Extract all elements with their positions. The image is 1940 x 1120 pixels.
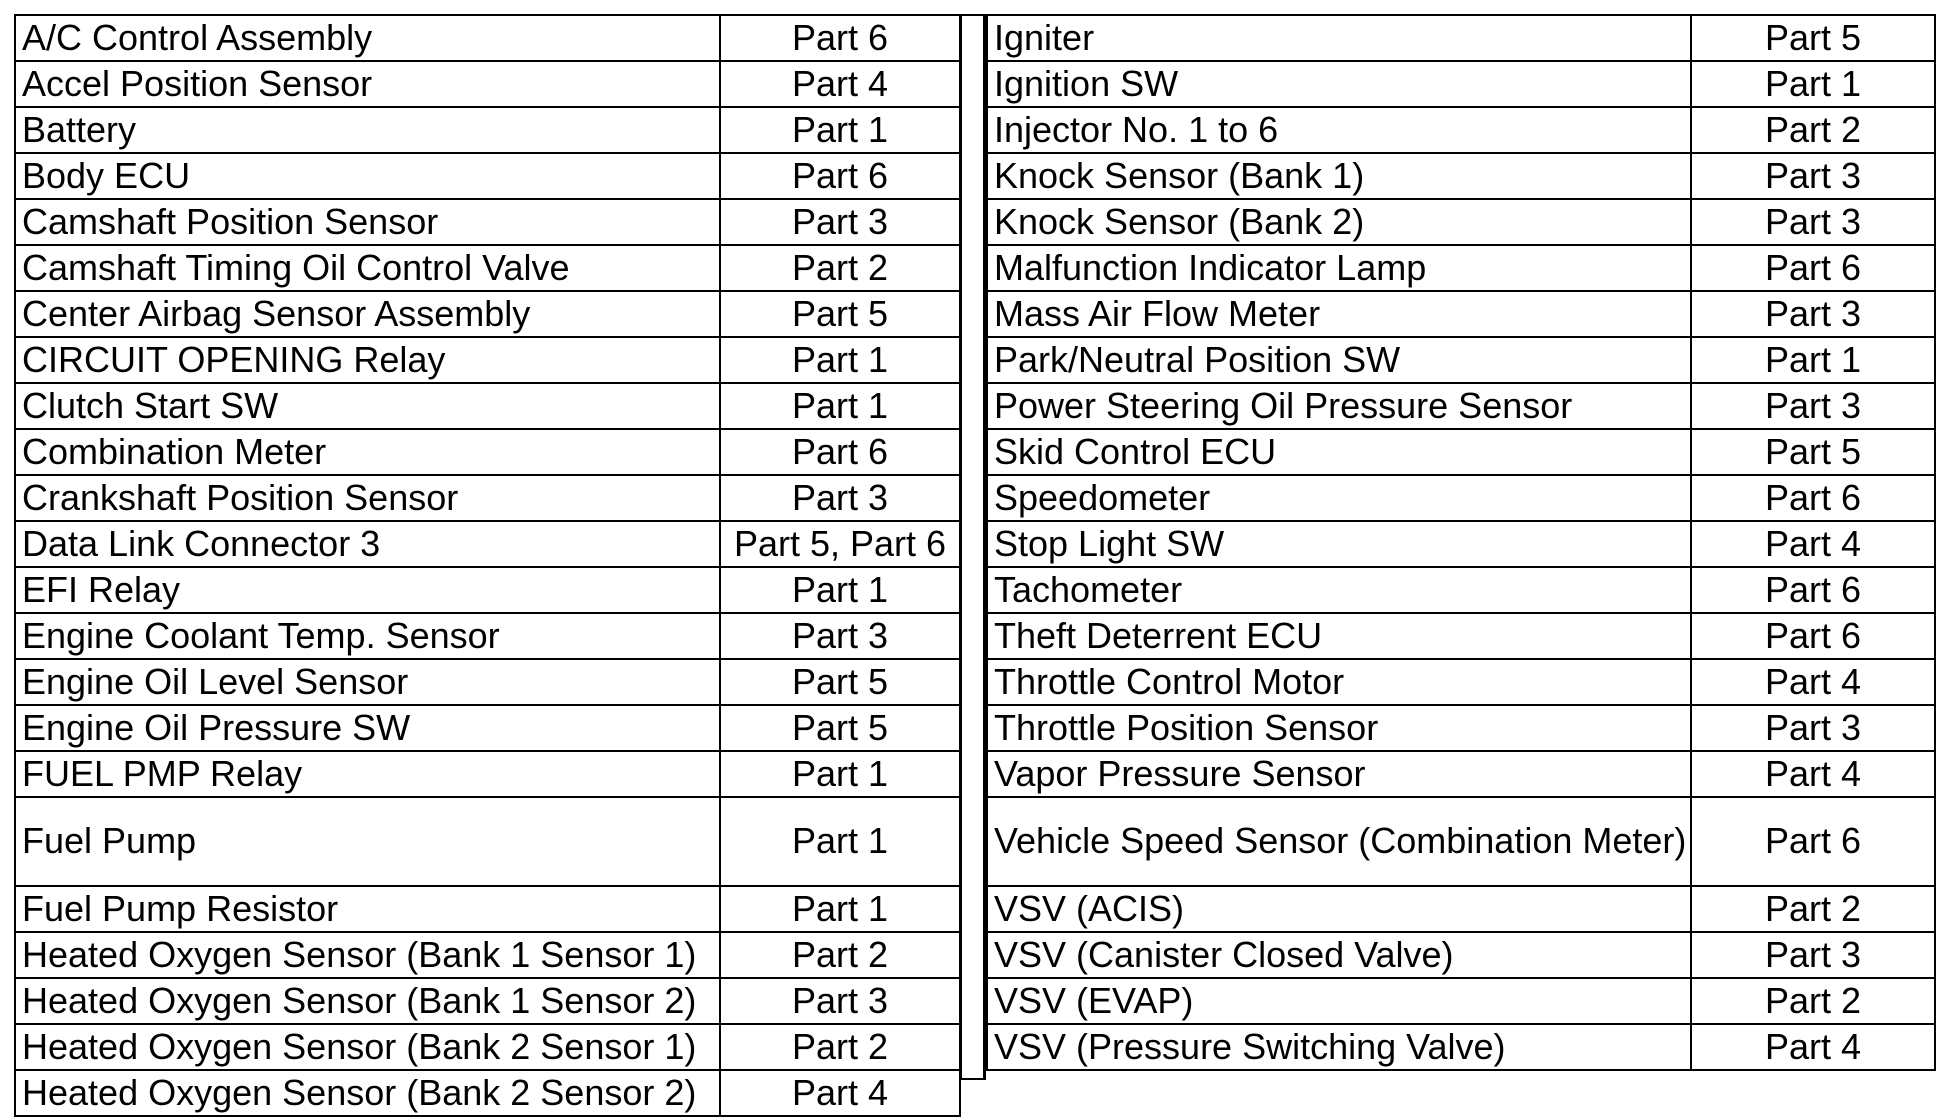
part-reference: Part 6: [1691, 567, 1935, 613]
right-component-table: [986, 14, 1936, 1071]
table-row: [987, 613, 1935, 659]
table-row: [987, 521, 1935, 567]
component-name: VSV (Pressure Switching Valve): [987, 1024, 1691, 1070]
part-reference: Part 2: [1691, 886, 1935, 932]
component-name: Combination Meter: [15, 429, 720, 475]
part-reference: Part 4: [1691, 521, 1935, 567]
component-name: Ignition SW: [987, 61, 1691, 107]
part-reference: Part 3: [1691, 199, 1935, 245]
part-reference: Part 2: [720, 932, 960, 978]
part-reference: Part 5: [720, 705, 960, 751]
component-name: Injector No. 1 to 6: [987, 107, 1691, 153]
part-reference: Part 6: [1691, 613, 1935, 659]
component-name: VSV (Canister Closed Valve): [987, 932, 1691, 978]
component-name: Park/Neutral Position SW: [987, 337, 1691, 383]
part-reference: Part 3: [1691, 153, 1935, 199]
table-row: [15, 567, 960, 613]
component-name: Tachometer: [987, 567, 1691, 613]
part-reference: Part 3: [1691, 932, 1935, 978]
part-reference: Part 4: [1691, 751, 1935, 797]
table-row: [15, 932, 960, 978]
table-row: [987, 337, 1935, 383]
part-reference: Part 1: [720, 751, 960, 797]
table-row: [987, 1024, 1935, 1070]
component-name: Vehicle Speed Sensor (Combination Meter): [987, 797, 1691, 886]
component-name: Knock Sensor (Bank 1): [987, 153, 1691, 199]
table-row: [15, 613, 960, 659]
part-reference: Part 2: [720, 245, 960, 291]
table-row: [987, 429, 1935, 475]
component-name: Power Steering Oil Pressure Sensor: [987, 383, 1691, 429]
part-reference: Part 1: [1691, 337, 1935, 383]
part-reference: Part 4: [720, 61, 960, 107]
table-row: [15, 383, 960, 429]
part-reference: Part 4: [1691, 659, 1935, 705]
component-name: Mass Air Flow Meter: [987, 291, 1691, 337]
part-reference: Part 2: [1691, 978, 1935, 1024]
table-row: [987, 153, 1935, 199]
table-row: [987, 61, 1935, 107]
component-name: Knock Sensor (Bank 2): [987, 199, 1691, 245]
component-name: Heated Oxygen Sensor (Bank 2 Sensor 1): [15, 1024, 720, 1070]
component-name: A/C Control Assembly: [15, 15, 720, 61]
part-reference: Part 5: [1691, 15, 1935, 61]
component-name: Fuel Pump: [15, 797, 720, 886]
component-name: CIRCUIT OPENING Relay: [15, 337, 720, 383]
component-name: Throttle Control Motor: [987, 659, 1691, 705]
table-row: [987, 751, 1935, 797]
table-row: [987, 705, 1935, 751]
component-name: Crankshaft Position Sensor: [15, 475, 720, 521]
table-row: [15, 475, 960, 521]
component-name: Fuel Pump Resistor: [15, 886, 720, 932]
component-name: Skid Control ECU: [987, 429, 1691, 475]
component-name: Speedometer: [987, 475, 1691, 521]
component-name: Data Link Connector 3: [15, 521, 720, 567]
table-row: [987, 932, 1935, 978]
part-reference: Part 3: [720, 978, 960, 1024]
table-row: [15, 797, 960, 886]
component-name: Engine Oil Pressure SW: [15, 705, 720, 751]
part-reference: Part 1: [720, 797, 960, 886]
part-reference: Part 5: [1691, 429, 1935, 475]
component-name: Engine Coolant Temp. Sensor: [15, 613, 720, 659]
component-name: Accel Position Sensor: [15, 61, 720, 107]
part-reference: Part 3: [1691, 705, 1935, 751]
component-name: Engine Oil Level Sensor: [15, 659, 720, 705]
component-name: Heated Oxygen Sensor (Bank 2 Sensor 2): [15, 1070, 720, 1116]
table-row: [987, 107, 1935, 153]
table-row: [987, 383, 1935, 429]
component-name: Heated Oxygen Sensor (Bank 1 Sensor 2): [15, 978, 720, 1024]
table-row: [15, 1070, 960, 1116]
table-row: [987, 475, 1935, 521]
table-row: [15, 1024, 960, 1070]
table-row: [987, 15, 1935, 61]
component-name: Throttle Position Sensor: [987, 705, 1691, 751]
component-name: Vapor Pressure Sensor: [987, 751, 1691, 797]
table-row: [15, 337, 960, 383]
component-name: Malfunction Indicator Lamp: [987, 245, 1691, 291]
table-row: [987, 886, 1935, 932]
table-row: [15, 705, 960, 751]
component-name: Igniter: [987, 15, 1691, 61]
table-row: [987, 567, 1935, 613]
part-reference: Part 3: [720, 199, 960, 245]
table-row: [987, 797, 1935, 886]
table-row: [15, 429, 960, 475]
part-reference: Part 1: [720, 337, 960, 383]
part-reference: Part 4: [1691, 1024, 1935, 1070]
part-reference: Part 3: [1691, 291, 1935, 337]
part-reference: Part 2: [720, 1024, 960, 1070]
table-row: [15, 15, 960, 61]
component-name: Clutch Start SW: [15, 383, 720, 429]
left-component-table: [14, 14, 961, 1117]
column-divider: [959, 14, 986, 1080]
table-row: [987, 978, 1935, 1024]
table-row: [15, 107, 960, 153]
component-name: Camshaft Timing Oil Control Valve: [15, 245, 720, 291]
part-reference: Part 1: [720, 383, 960, 429]
part-reference: Part 1: [720, 567, 960, 613]
part-reference: Part 6: [720, 15, 960, 61]
table-row: [987, 291, 1935, 337]
part-reference: Part 3: [1691, 383, 1935, 429]
component-name: Theft Deterrent ECU: [987, 613, 1691, 659]
part-reference: Part 5: [720, 659, 960, 705]
table-row: [987, 245, 1935, 291]
part-reference: Part 1: [720, 886, 960, 932]
table-row: [15, 199, 960, 245]
table-row: [15, 61, 960, 107]
table-row: [987, 199, 1935, 245]
table-row: [15, 521, 960, 567]
table-row: [15, 751, 960, 797]
part-reference: Part 5: [720, 291, 960, 337]
table-row: [15, 886, 960, 932]
part-reference: Part 6: [720, 429, 960, 475]
part-reference: Part 5, Part 6: [720, 521, 960, 567]
part-reference: Part 6: [1691, 475, 1935, 521]
component-name: Center Airbag Sensor Assembly: [15, 291, 720, 337]
part-reference: Part 1: [720, 107, 960, 153]
component-name: VSV (ACIS): [987, 886, 1691, 932]
part-reference: Part 4: [720, 1070, 960, 1116]
component-name: FUEL PMP Relay: [15, 751, 720, 797]
component-name: EFI Relay: [15, 567, 720, 613]
table-row: [15, 978, 960, 1024]
table-row: [987, 659, 1935, 705]
table-row: [15, 291, 960, 337]
table-row: [15, 659, 960, 705]
component-name: VSV (EVAP): [987, 978, 1691, 1024]
part-reference: Part 2: [1691, 107, 1935, 153]
component-name: Body ECU: [15, 153, 720, 199]
part-reference: Part 6: [720, 153, 960, 199]
component-name: Camshaft Position Sensor: [15, 199, 720, 245]
table-row: [15, 153, 960, 199]
table-row: [15, 245, 960, 291]
part-reference: Part 1: [1691, 61, 1935, 107]
part-reference: Part 3: [720, 475, 960, 521]
part-reference: Part 6: [1691, 245, 1935, 291]
component-name: Battery: [15, 107, 720, 153]
component-name: Stop Light SW: [987, 521, 1691, 567]
part-reference: Part 3: [720, 613, 960, 659]
part-reference: Part 6: [1691, 797, 1935, 886]
component-name: Heated Oxygen Sensor (Bank 1 Sensor 1): [15, 932, 720, 978]
